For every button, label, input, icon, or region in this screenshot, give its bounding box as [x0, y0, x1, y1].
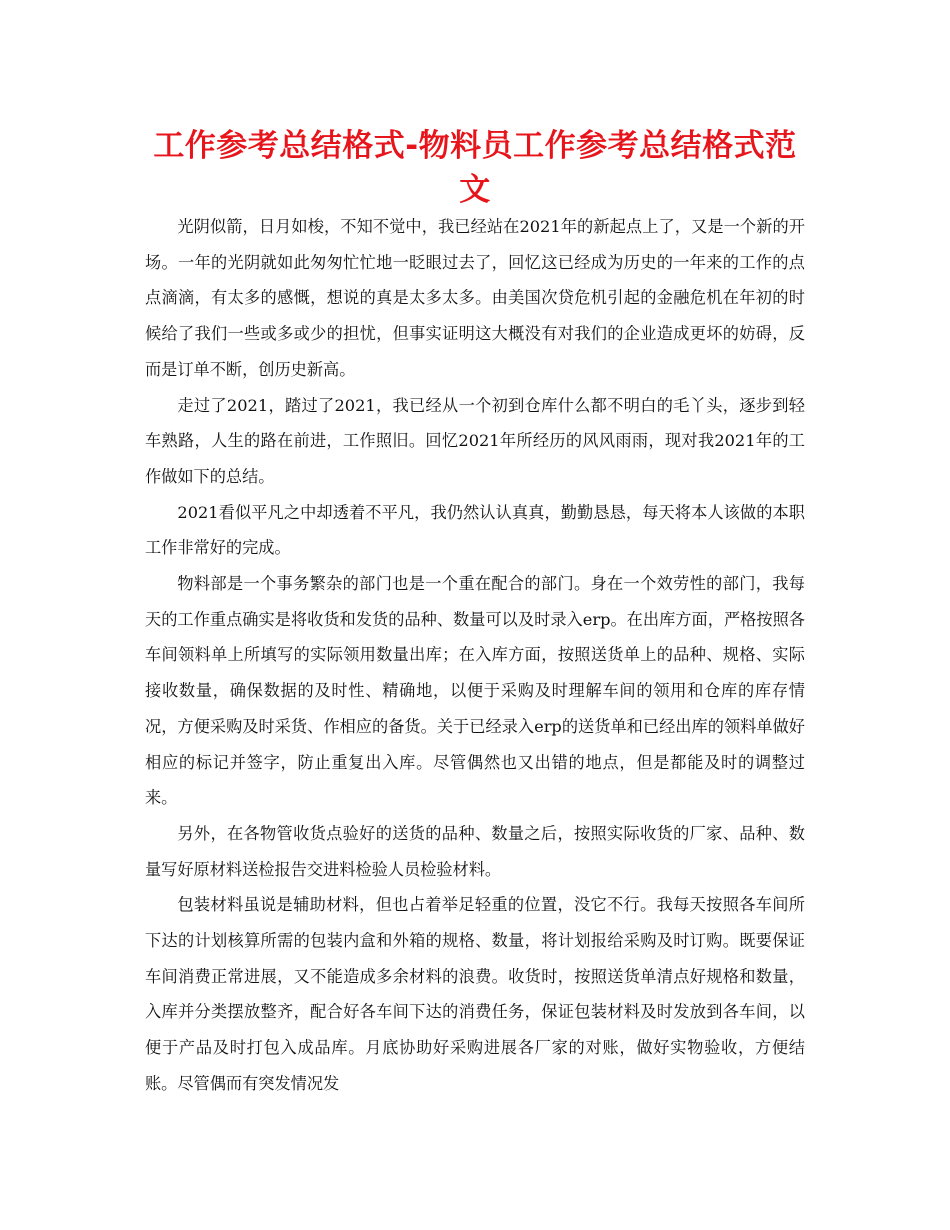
paragraph-5: 另外，在各物管收货点验好的送货的品种、数量之后，按照实际收货的厂家、品种、数量写好原材料送检报告交进料检验人员检验材料。 [145, 823, 805, 879]
paragraph-4: 物料部是一个事务繁杂的部门也是一个重在配合的部门。身在一个效劳性的部门，我每天的工作重点确实是将收货和发货的品种、数量可以及时录入erp。在出库方面，严格按照各车间领料单上所填写的实际领用数量出库；在入库方面，按照送货单上的品种、规格、实际接收数量，确保数据的及时性、精确地，以便于采购及时理解车间的领用和仓库的库存情况，方便采购及时采货、作相应的备货。关于已经录入erp的送货单和已经出库的领料单做好相应的标记并签字，防止重复出入库。尽管偶然也又出错的地点，但是都能及时的调整过来。 [145, 574, 805, 808]
paragraph-2: 走过了2021，踏过了2021，我已经从一个初到仓库什么都不明白的毛丫头，逐步到轻车熟路，人生的路在前进，工作照旧。回忆2021年所经历的风风雨雨，现对我2021年的工作做如下的总结。 [145, 395, 805, 486]
document-body [145, 209, 805, 1102]
paragraph-3: 2021看似平凡之中却透着不平凡，我仍然认认真真，勤勤恳恳，每天将本人该做的本职工作非常好的完成。 [145, 502, 805, 558]
document-title: 工作参考总结格式-物料员工作参考总结格式范文 [153, 128, 797, 208]
paragraph-6: 包装材料虽说是辅助材料，但也占着举足轻重的位置，没它不行。我每天按照各车间所下达的计划核算所需的包装内盒和外箱的规格、数量，将计划报给采购及时订购。既要保证车间消费正常进展，又不能造成多余材料的浪费。收货时，按照送货单清点好规格和数量，入库并分类摆放整齐，配合好各车间下达的消费任务，保证包装材料及时发放到各车间，以便于产品及时打包入成品库。月底协助好采购进展各厂家的对账，做好实物验收，方便结账。尽管偶而有突发情况发 [145, 895, 805, 1093]
paragraph-1: 光阴似箭，日月如梭，不知不觉中，我已经站在2021年的新起点上了，又是一个新的开场。一年的光阴就如此匆匆忙忙地一眨眼过去了，回忆这已经成为历史的一年来的工作的点点滴滴，有太多的感慨，想说的真是太多太多。由美国次贷危机引起的金融危机在年初的时候给了我们一些或多或少的担忧，但事实证明这大概没有对我们的企业造成更坏的妨碍，反而是订单不断，创历史新高。 [145, 217, 805, 379]
